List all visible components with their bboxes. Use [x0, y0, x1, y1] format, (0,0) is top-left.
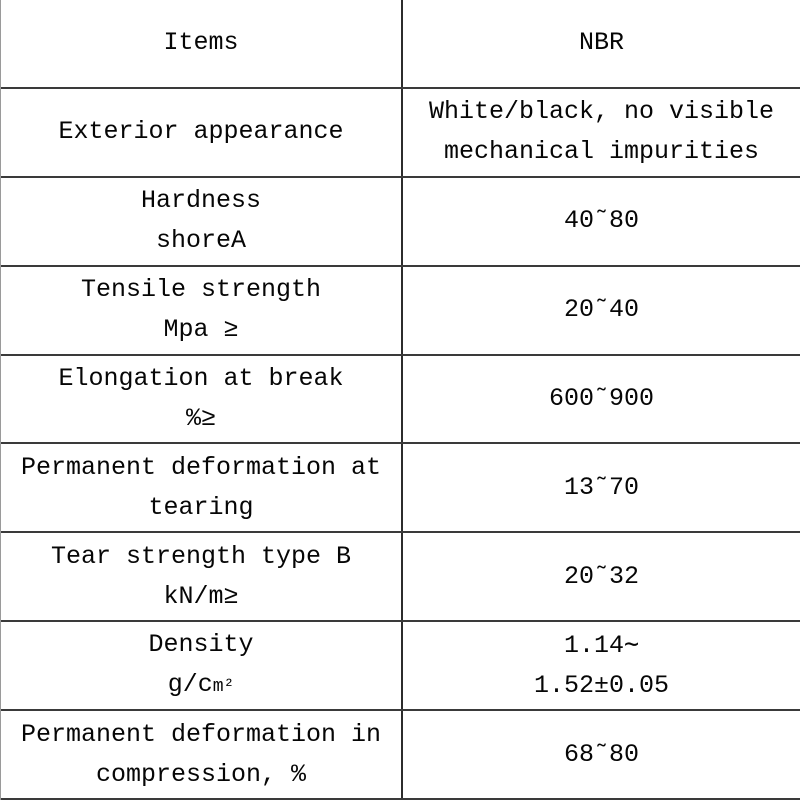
value-line: 600˜900: [548, 384, 655, 413]
item-label: Tensile strength: [80, 275, 322, 305]
item-unit: %≥: [185, 404, 216, 433]
item-cell: [1, 711, 403, 798]
item-unit: kN/m≥: [163, 581, 239, 611]
value-line: 1.52±0.05: [533, 670, 670, 700]
value-line: 13˜70: [563, 472, 639, 502]
item-label: Exterior appearance: [58, 117, 344, 147]
header-items-cell: [1, 0, 403, 87]
item-cell: [1, 356, 403, 443]
header-nbr-cell: [403, 0, 800, 87]
item-cell: [1, 622, 403, 709]
item-cell: [1, 267, 403, 354]
item-cell: [1, 89, 403, 176]
item-label: Elongation at break: [58, 364, 344, 393]
value-line: White/black, no visible: [428, 97, 775, 127]
item-label: Permanent deformation at: [20, 452, 382, 482]
table-row-tear-strength: [1, 533, 800, 622]
table-row-deformation-compression: [1, 711, 800, 800]
item-cell: [1, 444, 403, 531]
item-label: tearing: [148, 492, 254, 522]
value-line: 1.14∼: [563, 630, 640, 660]
value-line: mechanical impurities: [443, 137, 760, 167]
item-unit: shoreA: [155, 226, 246, 256]
value-line: 20˜40: [563, 295, 639, 325]
table-header-row: [1, 0, 800, 89]
value-cell: [403, 444, 800, 531]
value-cell: [403, 267, 800, 354]
value-cell: [403, 356, 800, 443]
header-nbr-label: NBR: [578, 28, 624, 58]
item-cell: [1, 533, 403, 620]
item-unit: Mpa ≥: [163, 315, 239, 345]
item-label: Density: [148, 629, 254, 659]
item-label: Hardness: [140, 186, 262, 216]
table-row-elongation: [1, 356, 800, 445]
table-row-hardness: [1, 178, 800, 267]
value-cell: [403, 178, 800, 265]
value-cell: [403, 533, 800, 620]
item-label: compression, %: [95, 759, 307, 789]
value-line: 40˜80: [563, 206, 639, 236]
value-cell: [403, 711, 800, 798]
item-unit-main: g/c: [167, 669, 213, 699]
item-unit: [168, 665, 235, 707]
header-items-label: Items: [163, 28, 239, 58]
value-line: 68˜80: [563, 739, 639, 769]
table-row-tensile-strength: [1, 267, 800, 356]
item-unit-superscript: m²: [212, 676, 235, 697]
value-cell: [403, 622, 800, 709]
item-cell: [1, 178, 403, 265]
table-row-deformation-tearing: [1, 444, 800, 533]
item-label: Permanent deformation in: [20, 719, 382, 749]
item-label: Tear strength type B: [50, 541, 352, 571]
value-line: 20˜32: [563, 561, 639, 591]
table-row-exterior-appearance: [1, 89, 800, 178]
table-row-density: [1, 622, 800, 711]
value-cell: [403, 89, 800, 176]
